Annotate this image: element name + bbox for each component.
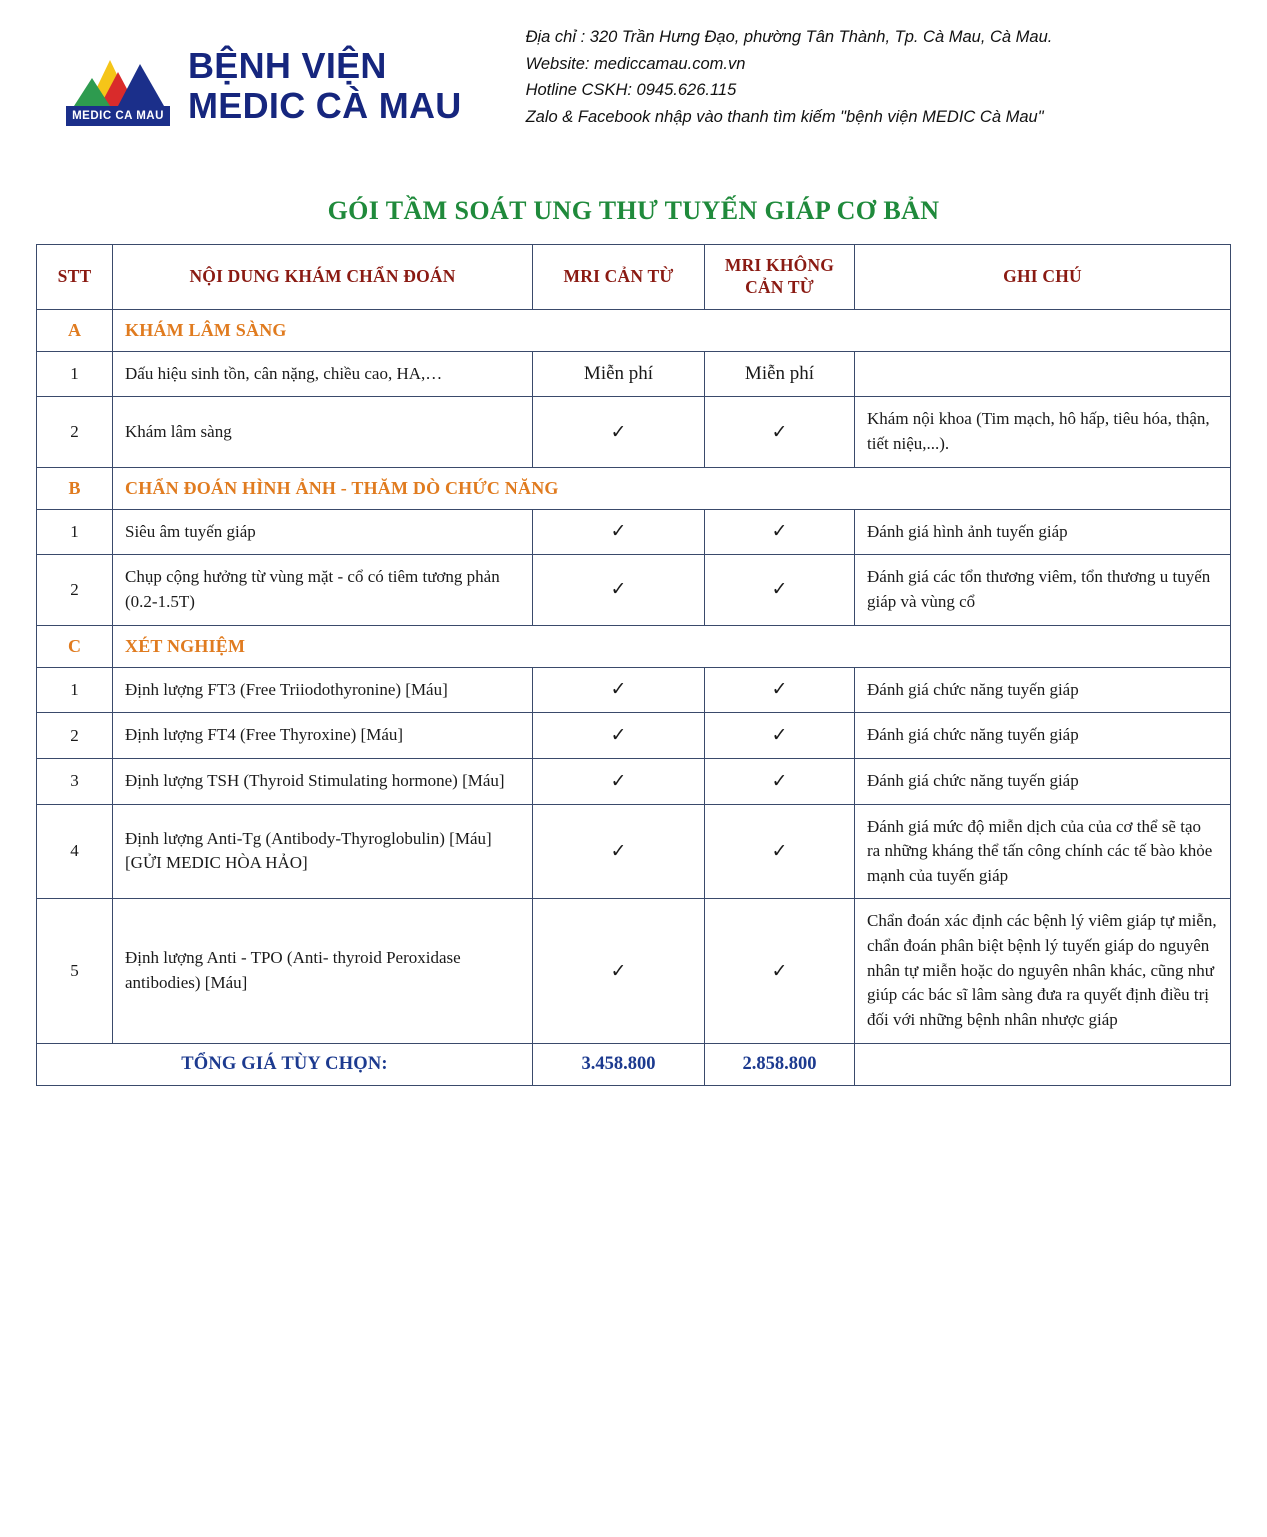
row-name: Định lượng FT4 (Free Thyroxine) [Máu] — [113, 713, 533, 759]
logo-caption: MEDIC CA MAU — [66, 106, 170, 126]
table-header — [37, 245, 1231, 310]
table-row — [37, 758, 1231, 804]
row-name: Định lượng TSH (Thyroid Stimulating hormone) [Máu] — [113, 758, 533, 804]
header-note: GHI CHÚ — [855, 245, 1231, 310]
section-row — [37, 625, 1231, 667]
table-row — [37, 899, 1231, 1043]
header-mri-nocontrast: MRI KHÔNG CẢN TỪ — [705, 245, 855, 310]
brand-name-line2: MEDIC CÀ MAU — [188, 85, 462, 126]
section-letter: C — [37, 625, 113, 667]
contact-website: Website: mediccamau.com.vn — [525, 54, 746, 73]
row-mri-contrast: ✓ — [533, 667, 705, 713]
table-row — [37, 555, 1231, 625]
row-mri-nocontrast: ✓ — [705, 713, 855, 759]
row-name: Siêu âm tuyến giáp — [113, 509, 533, 555]
header-mri-contrast: MRI CẢN TỪ — [533, 245, 705, 310]
total-row — [37, 1043, 1231, 1085]
contact-block — [462, 18, 1086, 131]
row-name: Dấu hiệu sinh tồn, cân nặng, chiều cao, HA,… — [113, 351, 533, 397]
row-name: Khám lâm sàng — [113, 397, 533, 467]
row-note: Khám nội khoa (Tim mạch, hô hấp, tiêu hóa, thận, tiết niệu,...). — [855, 397, 1231, 467]
table-body — [37, 309, 1231, 1085]
hospital-logo — [66, 44, 170, 128]
brand-block — [36, 18, 462, 128]
section-title: CHẨN ĐOÁN HÌNH ẢNH - THĂM DÒ CHỨC NĂNG — [113, 467, 1231, 509]
row-mri-nocontrast: ✓ — [705, 804, 855, 899]
row-mri-nocontrast: ✓ — [705, 555, 855, 625]
table-row — [37, 351, 1231, 397]
row-mri-contrast: Miễn phí — [533, 351, 705, 397]
header-stt: STT — [37, 245, 113, 310]
row-index: 2 — [37, 555, 113, 625]
row-mri-contrast: ✓ — [533, 713, 705, 759]
total-label: TỔNG GIÁ TÙY CHỌN: — [37, 1043, 533, 1085]
total-note — [855, 1043, 1231, 1085]
row-mri-nocontrast: ✓ — [705, 899, 855, 1043]
row-note: Đánh giá chức năng tuyến giáp — [855, 667, 1231, 713]
table-row — [37, 509, 1231, 555]
row-index: 1 — [37, 351, 113, 397]
row-index: 2 — [37, 713, 113, 759]
row-mri-nocontrast: ✓ — [705, 509, 855, 555]
row-note: Đánh giá mức độ miễn dịch của của cơ thể sẽ tạo ra những kháng thể tấn công chính các tế bào khỏe mạnh của tuyến giáp — [855, 804, 1231, 899]
row-mri-contrast: ✓ — [533, 804, 705, 899]
row-index: 2 — [37, 397, 113, 467]
section-letter: A — [37, 309, 113, 351]
table-header-row — [37, 245, 1231, 310]
row-name: Định lượng FT3 (Free Triiodothyronine) [Máu] — [113, 667, 533, 713]
total-mri-nocontrast: 2.858.800 — [705, 1043, 855, 1085]
document-header — [36, 10, 1231, 178]
total-mri-contrast: 3.458.800 — [533, 1043, 705, 1085]
table-row — [37, 804, 1231, 899]
row-mri-nocontrast: ✓ — [705, 758, 855, 804]
row-mri-nocontrast: Miễn phí — [705, 351, 855, 397]
row-index: 3 — [37, 758, 113, 804]
row-note — [855, 351, 1231, 397]
table-row — [37, 713, 1231, 759]
brand-name-line1: BỆNH VIỆN — [188, 44, 387, 86]
table-row — [37, 397, 1231, 467]
package-table — [36, 244, 1231, 1086]
row-index: 1 — [37, 509, 113, 555]
page-title: GÓI TẦM SOÁT UNG THƯ TUYẾN GIÁP CƠ BẢN — [327, 196, 940, 225]
row-note: Đánh giá các tổn thương viêm, tổn thương u tuyến giáp và vùng cổ — [855, 555, 1231, 625]
row-mri-contrast: ✓ — [533, 758, 705, 804]
row-note: Đánh giá chức năng tuyến giáp — [855, 713, 1231, 759]
section-row — [37, 467, 1231, 509]
section-title: XÉT NGHIỆM — [113, 625, 1231, 667]
row-name: Chụp cộng hưởng từ vùng mặt - cổ có tiêm tương phản (0.2-1.5T) — [113, 555, 533, 625]
row-note: Đánh giá chức năng tuyến giáp — [855, 758, 1231, 804]
section-row — [37, 309, 1231, 351]
brand-name — [188, 46, 462, 127]
row-mri-contrast: ✓ — [533, 397, 705, 467]
row-index: 4 — [37, 804, 113, 899]
row-name: Định lượng Anti-Tg (Antibody-Thyroglobulin) [Máu] [GỬI MEDIC HÒA HẢO] — [113, 804, 533, 899]
row-note: Đánh giá hình ảnh tuyến giáp — [855, 509, 1231, 555]
row-mri-contrast: ✓ — [533, 509, 705, 555]
row-index: 5 — [37, 899, 113, 1043]
contact-hotline: Hotline CSKH: 0945.626.115 — [525, 81, 737, 100]
row-mri-nocontrast: ✓ — [705, 667, 855, 713]
section-letter: B — [37, 467, 113, 509]
row-mri-contrast: ✓ — [533, 555, 705, 625]
row-mri-contrast: ✓ — [533, 899, 705, 1043]
contact-address: Địa chỉ : 320 Trần Hưng Đạo, phường Tân Thành, Tp. Cà Mau, Cà Mau. — [525, 28, 1053, 46]
contact-social: Zalo & Facebook nhập vào thanh tìm kiếm "bệnh viện MEDIC Cà Mau" — [525, 108, 1044, 127]
header-name: NỘI DUNG KHÁM CHẨN ĐOÁN — [113, 245, 533, 310]
mountain-logo-icon — [66, 44, 170, 106]
row-mri-nocontrast: ✓ — [705, 397, 855, 467]
section-title: KHÁM LÂM SÀNG — [113, 309, 1231, 351]
row-index: 1 — [37, 667, 113, 713]
row-note: Chẩn đoán xác định các bệnh lý viêm giáp tự miễn, chẩn đoán phân biệt bệnh lý tuyến giáp do nguyên nhân tự miễn hoặc do nguyên nhân khác, cũng như giúp các bác sĩ lâm sàng đưa ra quyết định điều trị đối với những bệnh nhân nhược giáp — [855, 899, 1231, 1043]
table-row — [37, 667, 1231, 713]
row-name: Định lượng Anti - TPO (Anti- thyroid Peroxidase antibodies) [Máu] — [113, 899, 533, 1043]
